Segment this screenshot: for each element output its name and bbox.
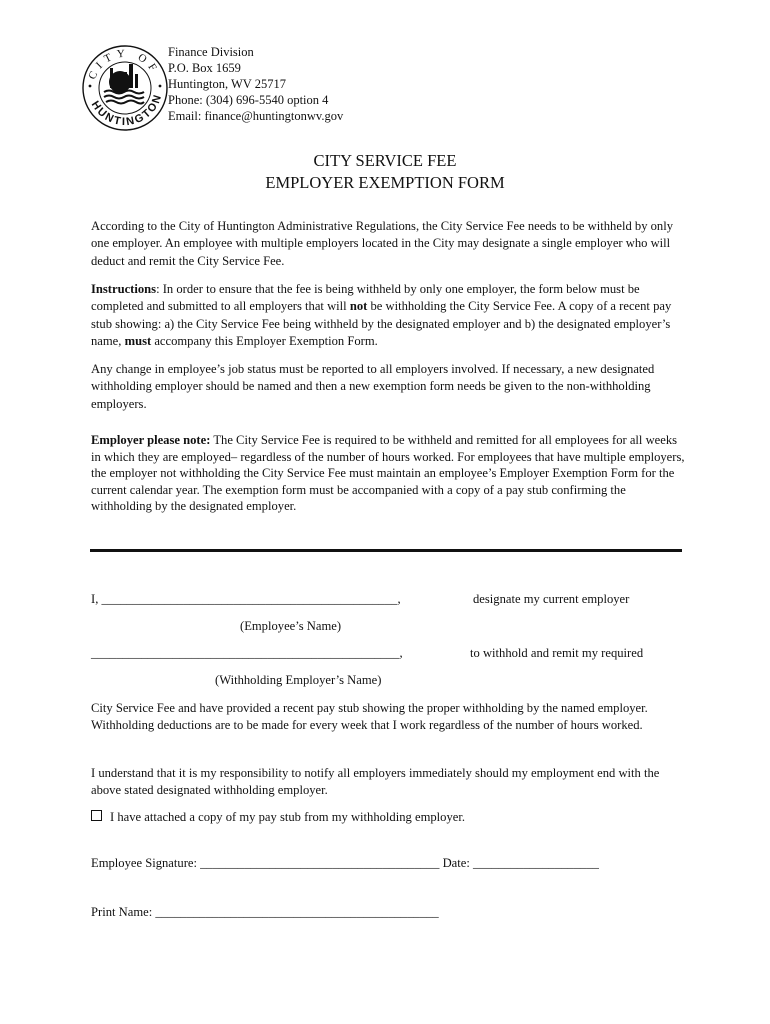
employer-note-paragraph: Employer please note: The City Service Fee is required to be withheld and remitted for all employees for all weeks in which they are employed– regardless of the number of hours worked. For employees that have multiple employers, the employer not withholding the City Service Fee must maintain an employee’s Employer Exemption Form for the current calendar year. The exemption form must be accompanied with a copy of a pay stub confirming the withholding by the designated employer. xyxy=(91,433,685,513)
employer-name-row xyxy=(91,646,644,661)
pay-stub-checkbox[interactable] xyxy=(91,810,102,821)
employer-name-row-text: to withhold and remit my required xyxy=(470,646,644,660)
employee-name-row xyxy=(91,592,630,607)
employee-name-field[interactable]: I, _______________________________________________, xyxy=(91,592,401,606)
print-name-field[interactable]: Print Name: _____________________________________________ xyxy=(91,905,439,919)
pay-stub-attached-row xyxy=(91,810,465,825)
withholding-employer-field[interactable]: _________________________________________________, xyxy=(91,646,403,660)
header-line-pobox: P.O. Box 1659 xyxy=(168,61,241,75)
withholding-employer-caption: (Withholding Employer’s Name) xyxy=(215,673,382,687)
seal-emblem-icon xyxy=(104,64,144,104)
finance-division-address xyxy=(168,44,343,124)
employee-signature-field[interactable]: Employee Signature: ______________________________________ xyxy=(91,856,440,870)
header-line-email: Email: finance@huntingtonwv.gov xyxy=(168,109,344,123)
employee-name-caption: (Employee’s Name) xyxy=(240,619,342,633)
header-line-division: Finance Division xyxy=(168,45,254,59)
header-line-phone: Phone: (304) 696-5540 option 4 xyxy=(168,93,329,107)
svg-text:CITY OF: CITY OF xyxy=(86,47,162,82)
status-change-paragraph: Any change in employee’s job status must be reported to all employers involved. If necessary, a new designated withholding employer should be named and then a new exemption form needs be given to the non-withholding employers. xyxy=(91,362,655,411)
employer-note-label: Employer please note: xyxy=(91,433,211,447)
instructions-label: Instructions xyxy=(91,282,157,296)
employee-name-row-text: designate my current employer xyxy=(473,592,630,606)
form-title xyxy=(0,150,770,194)
city-seal-logo xyxy=(80,42,170,134)
form-title-line1: CITY SERVICE FEE xyxy=(313,151,457,170)
declaration-paragraph: City Service Fee and have provided a recent pay stub showing the proper withholding by the named employer. Withholding deductions are to be made for every week that I work regardless of the number of hours worked. xyxy=(91,701,648,733)
header-line-city: Huntington, WV 25717 xyxy=(168,77,286,91)
intro-paragraph: According to the City of Huntington Administrative Regulations, the City Service Fee needs to be withheld by only one employer. An employee with multiple employers located in the City may designate a single employer who will deduct and remit the City Service Fee. xyxy=(91,219,674,268)
signature-row xyxy=(91,856,599,871)
section-divider xyxy=(90,549,682,552)
print-name-row xyxy=(91,905,439,920)
responsibility-paragraph: I understand that it is my responsibility to notify all employers immediately should my employment end with the above stated designated withholding employer. xyxy=(91,766,660,798)
date-field[interactable]: Date: ____________________ xyxy=(442,856,599,870)
pay-stub-checkbox-label: I have attached a copy of my pay stub from my withholding employer. xyxy=(110,810,465,824)
instructions-paragraph: Instructions: In order to ensure that the fee is being withheld by only one employer, the form below must be completed and submitted to all employers that will not be withholding the City Service Fee. A copy of a recent pay stub showing: a) the City Service Fee being withheld by the designated employer and b) the designated employer’s name, must accompany this Employer Exemption Form. xyxy=(91,282,672,348)
svg-text:HUNTINGTON: HUNTINGTON xyxy=(88,91,165,129)
form-title-line2: EMPLOYER EXEMPTION FORM xyxy=(265,173,505,192)
